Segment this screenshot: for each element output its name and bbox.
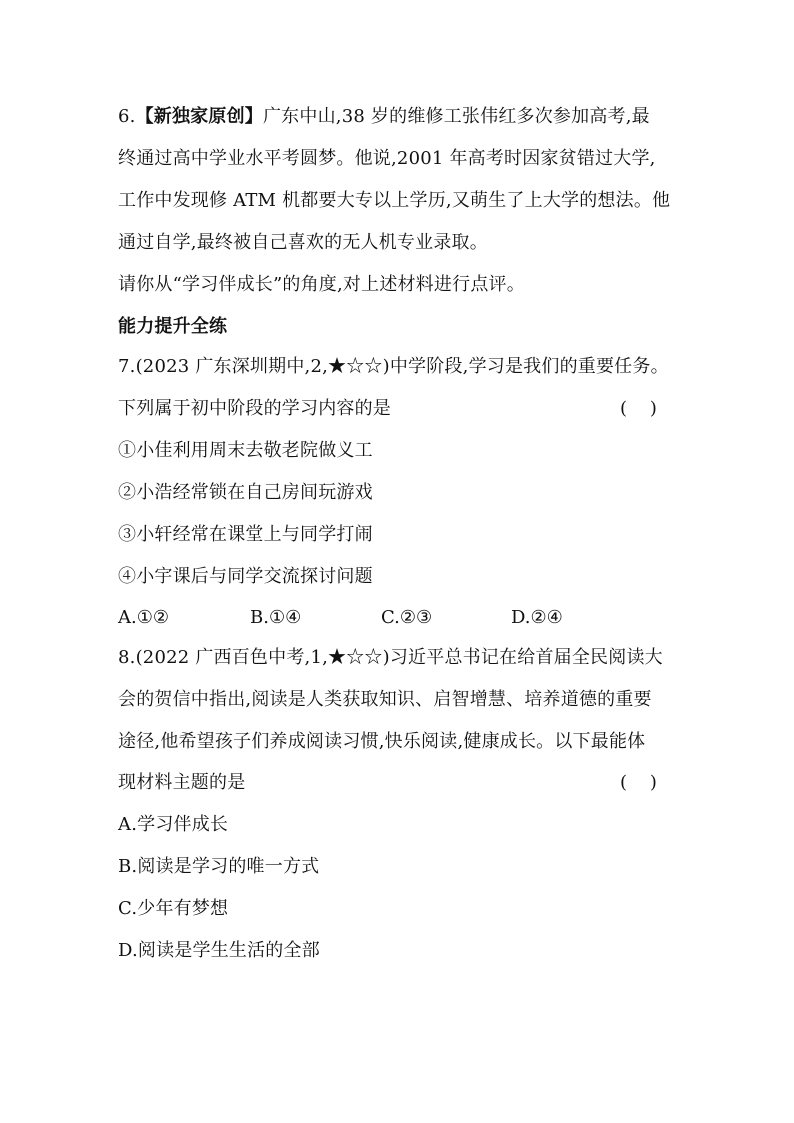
q7-answer-paren: ( ) [620, 398, 657, 419]
q7-item-1: ①小佳利用周末去敬老院做义工 [118, 440, 373, 461]
q7-item-2: ②小浩经常锁在自己房间玩游戏 [118, 482, 373, 503]
q7-option-d: D.②④ [511, 607, 563, 628]
q8-answer-paren: ( ) [620, 772, 657, 793]
q8-line-4: 现材料主题的是 [118, 772, 246, 793]
q6-number: 6. [118, 106, 136, 127]
q7-line-1: 7.(2023 广东深圳期中,2,★☆☆)中学阶段,学习是我们的重要任务。 [118, 356, 669, 377]
q8-option-a: A.学习伴成长 [118, 814, 229, 835]
q6-line-5: 请你从“学习伴成长”的角度,对上述材料进行点评。 [118, 274, 525, 295]
q8-line-1: 8.(2022 广西百色中考,1,★☆☆)习近平总书记在给首届全民阅读大 [118, 647, 663, 668]
q6-line1-text: 广东中山,38 岁的维修工张伟红多次参加高考,最 [262, 106, 650, 127]
q7-option-c: C.②③ [381, 607, 433, 628]
section-title: 能力提升全练 [118, 316, 228, 337]
q7-line-2: 下列属于初中阶段的学习内容的是 [118, 398, 391, 419]
q8-line-2: 会的贺信中指出,阅读是人类获取知识、启智增慧、培养道德的重要 [118, 689, 652, 710]
q8-option-c: C.少年有梦想 [118, 898, 229, 919]
q8-line-3: 途径,他希望孩子们养成阅读习惯,快乐阅读,健康成长。以下最能体 [118, 731, 646, 752]
q8-option-b: B.阅读是学习的唯一方式 [118, 856, 320, 877]
q6-tag: 【新独家原创】 [135, 106, 263, 127]
q7-option-a: A.①② [118, 607, 169, 628]
q7-item-4: ④小宇课后与同学交流探讨问题 [118, 566, 373, 587]
q6-line-2: 终通过高中学业水平考圆梦。他说,2001 年高考时因家贫错过大学, [118, 148, 656, 169]
q7-item-3: ③小轩经常在课堂上与同学打闹 [118, 524, 373, 545]
q7-option-b: B.①④ [250, 607, 302, 628]
q6-line-4: 通过自学,最终被自己喜欢的无人机专业录取。 [118, 232, 488, 253]
q6-line-3: 工作中发现修 ATM 机都要大专以上学历,又萌生了上大学的想法。他 [118, 190, 671, 211]
q6-line-1 [118, 105, 650, 129]
q8-option-d: D.阅读是学生生活的全部 [118, 940, 320, 961]
